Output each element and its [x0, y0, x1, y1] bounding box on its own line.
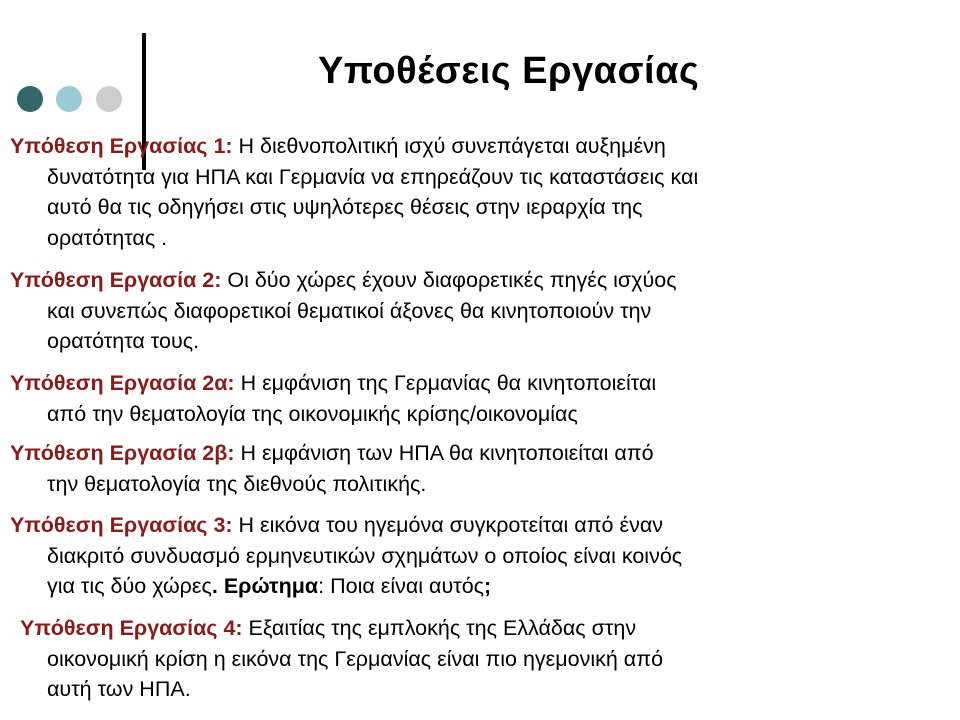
hypothesis-2 — [10, 265, 940, 357]
dot-dark-teal — [17, 86, 43, 112]
hypothesis-2b-text: Η εμφάνιση των ΗΠΑ θα κινητοποιείται από — [234, 441, 654, 465]
question-mark: ; — [484, 574, 492, 598]
hypothesis-4 — [20, 613, 950, 705]
hypothesis-2a-text: Η εμφάνιση της Γερμανίας θα κινητοποιείται — [234, 371, 657, 395]
hypothesis-2-label: Υπόθεση Εργασία 2: — [10, 268, 222, 292]
hypothesis-1-text: Η διεθνοπολιτική ισχύ συνεπάγεται αυξημένη — [232, 134, 666, 158]
hypothesis-3-dot: . — [211, 574, 218, 598]
question-text: : Ποια είναι αυτός — [318, 574, 485, 598]
hypothesis-4-line-1 — [20, 613, 950, 644]
hypothesis-1-line-3: αυτό θα τις οδηγήσει στις υψηλότερες θέσεις στην ιεραρχία της — [47, 195, 643, 219]
hypothesis-3-line-3 — [10, 571, 940, 602]
hypothesis-1-label: Υπόθεση Εργασίας 1: — [10, 134, 233, 158]
hypothesis-2-text: Οι δύο χώρες έχουν διαφορετικές πηγές ισχύος — [221, 268, 677, 292]
dot-light-teal — [56, 86, 82, 112]
hypothesis-2a-label: Υπόθεση Εργασία 2α: — [10, 371, 235, 395]
hypothesis-2b-line-2: την θεματολογία της διεθνούς πολιτικής. — [47, 471, 427, 496]
hypothesis-2b-label: Υπόθεση Εργασία 2β: — [10, 441, 235, 465]
hypothesis-3-line-2: διακριτό συνδυασμό ερμηνευτικών σχημάτων ο οποίος είναι κοινός — [47, 543, 683, 568]
hypothesis-4-line-3: αυτή των ΗΠΑ. — [47, 677, 191, 701]
dot-grey — [96, 86, 122, 112]
hypothesis-2-line-1 — [10, 265, 940, 296]
hypothesis-3-line-1 — [10, 510, 940, 541]
hypothesis-2a-line-2: από την θεματολογία της οικονομικής κρίσης/οικονομίας — [47, 401, 578, 426]
hypothesis-4-label: Υπόθεση Εργασίας 4: — [20, 616, 243, 640]
hypothesis-3 — [10, 510, 940, 602]
hypothesis-2b-line-1 — [10, 438, 940, 469]
hypothesis-2b — [10, 438, 940, 499]
hypothesis-1-line-1 — [10, 131, 940, 162]
question-label: Ερώτημα — [217, 574, 319, 598]
hypothesis-2a — [10, 368, 940, 429]
hypothesis-3-line-3-pre: για τις δύο χώρες — [47, 574, 212, 598]
hypothesis-2a-line-1 — [10, 368, 940, 399]
hypothesis-2-line-2: και συνεπώς διαφορετικοί θεματικοί άξονες θα κινητοποιούν την — [47, 298, 652, 323]
hypothesis-4-line-2: οικονομική κρίση η εικόνα της Γερμανίας είναι πιο ηγεμονική από — [47, 646, 664, 671]
hypothesis-1-line-4: ορατότητας . — [47, 225, 168, 250]
hypothesis-1 — [10, 131, 940, 253]
hypothesis-2-line-3: ορατότητα τους. — [47, 329, 200, 353]
hypothesis-4-text: Εξαιτίας της εμπλοκής της Ελλάδας στην — [242, 616, 637, 640]
hypothesis-3-label: Υπόθεση Εργασίας 3: — [10, 513, 233, 537]
hypothesis-3-text: Η εικόνα του ηγεμόνα συγκροτείται από έναν — [232, 513, 664, 537]
hypothesis-1-line-2: δυνατότητα για ΗΠΑ και Γερμανία να επηρεάζουν τις καταστάσεις και — [47, 164, 699, 189]
page-title: Υποθέσεις Εργασίας — [318, 50, 700, 92]
